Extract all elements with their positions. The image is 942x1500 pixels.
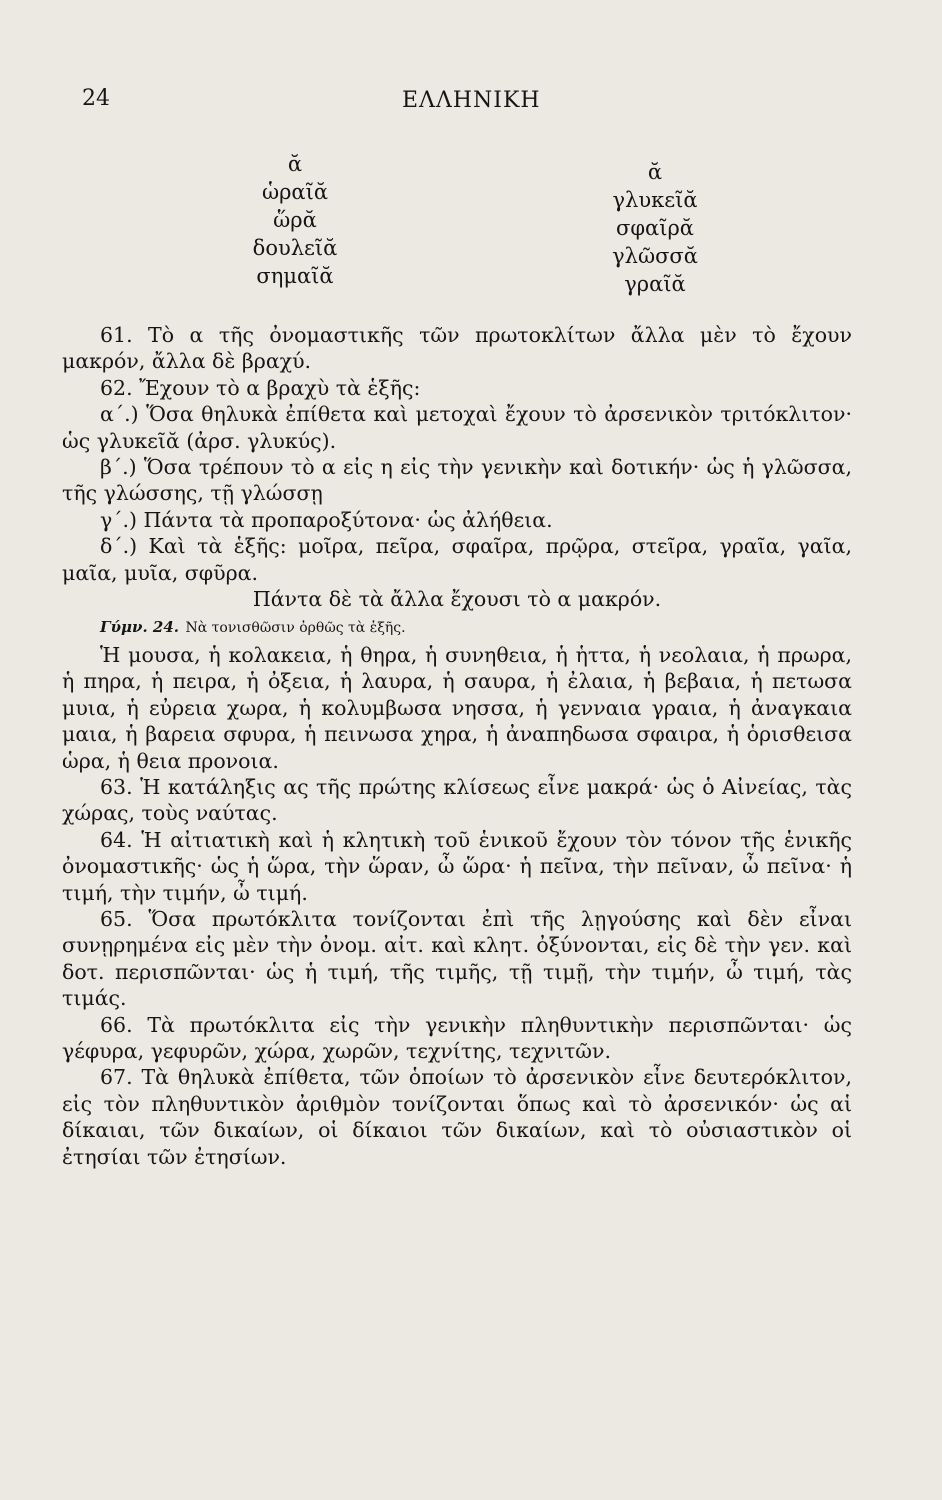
exercise-heading <box>62 612 852 641</box>
example-word: ὥρᾰ <box>273 208 317 232</box>
page-number: 24 <box>82 86 110 111</box>
rule-b: β΄.) Ὅσα τρέπουν τὸ α εἰς η εἰς τὴν γενικὴν καὶ δοτικήν· ὡς ἡ γλῶσσα, τῆς γλώσσης, τῇ γλώσσῃ <box>62 455 852 506</box>
example-column-left <box>240 150 350 290</box>
example-word: γλῶσσᾰ <box>612 244 698 268</box>
paragraph-63: 63. Ἡ κατάληξις ας τῆς πρώτης κλίσεως εἶνε μακρά· ὡς ὁ Αἰνείας, τὰς χώρας, τοὺς ναύτας. <box>62 774 852 826</box>
paragraph-67: 67. Τὰ θηλυκὰ ἐπίθετα, τῶν ὁποίων τὸ ἀρσενικὸν εἶνε δευτερόκλιτον, εἰς τὸν πληθυντικὸν ἀριθμὸν τονίζονται ὅπως καὶ τὸ ἀρσενικόν· ὡς αἱ δίκαιαι, τῶν δικαίων, οἱ δίκαιοι τῶν δικαίων, καὶ τὸ οὐσιαστικὸν οἱ ἐτησίαι τῶν ἐτησίων. <box>62 1065 852 1169</box>
paragraph-66: 66. Τὰ πρωτόκλιτα εἰς τὴν γενικὴν πληθυντικὴν περισπῶνται· ὡς γέφυρα, γεφυρῶν, χώρα, χωρῶν, τεχνίτης, τεχνιτῶν. <box>62 1012 852 1063</box>
example-word: ᾰ <box>287 152 303 176</box>
running-title: ΕΛΛΗΝΙΚΗ <box>402 88 541 113</box>
example-word: ᾰ <box>647 160 663 184</box>
example-word: ὡραῖᾰ <box>261 180 329 204</box>
rule-c: γ΄.) Πάντα τὰ προπαροξύτονα· ὡς ἀλήθεια. <box>100 507 553 532</box>
body-text <box>62 322 852 1170</box>
page-header <box>82 86 862 126</box>
rule-summary: Πάντα δὲ τὰ ἄλλα ἔχουσι τὸ α μακρόν. <box>252 587 662 612</box>
exercise-instruction: Νὰ τονισθῶσιν ὀρθῶς τὰ ἑξῆς. <box>185 620 406 637</box>
example-word: δουλεῖᾰ <box>252 236 338 260</box>
example-word: γλυκεῖᾰ <box>612 188 698 212</box>
paragraph-62: 62. Ἔχουν τὸ α βραχὺ τὰ ἑξῆς: <box>100 375 421 400</box>
example-column-right <box>590 158 720 298</box>
exercise-text: Ἡ μουσα, ἡ κολακεια, ἡ θηρα, ἡ συνηθεια, ἡ ἡττα, ἡ νεολαια, ἡ πρωρα, ἡ πηρα, ἡ πειρα, ἡ ὀξεια, ἡ λαυρα, ἡ σαυρα, ἡ ἐλαια, ἡ βεβαια, ἡ πετωσα μυια, ἡ εὐρεια χωρα, ἡ κολυμβωσα νησσα, ἡ γενναια γραια, ἡ ἀναγκαια μαια, ἡ βαρεια σφυρα, ἡ πεινωσα χηρα, ἡ ἀναπηδωσα σφαιρα, ἡ ὁρισθεισα ὡρα, ἡ θεια προνοια. <box>62 642 852 773</box>
paragraph-61: 61. Τὸ α τῆς ὀνομαστικῆς τῶν πρωτοκλίτων ἄλλα μὲν τὸ ἔχουν μακρόν, ἄλλα δὲ βραχύ. <box>62 323 852 374</box>
rule-d: δ΄.) Καὶ τὰ ἑξῆς: μοῖρα, πεῖρα, σφαῖρα, πρῷρα, στεῖρα, γραῖα, γαῖα, μαῖα, μυῖα, σφῦρα. <box>62 534 852 585</box>
paragraph-64: 64. Ἡ αἰτιατικὴ καὶ ἡ κλητικὴ τοῦ ἑνικοῦ ἔχουν τὸν τόνον τῆς ἑνικῆς ὀνομαστικῆς· ὡς ἡ ὥρα, τὴν ὥραν, ὦ ὥρα· ἡ πεῖνα, τὴν πεῖναν, ὦ πεῖνα· ἡ τιμή, τὴν τιμήν, ὦ τιμή. <box>62 827 852 905</box>
example-word: σφαῖρᾰ <box>616 216 694 240</box>
exercise-label: Γύμν. 24. <box>100 618 179 637</box>
paragraph-65: 65. Ὅσα πρωτόκλιτα τονίζονται ἐπὶ τῆς λῃγούσης καὶ δὲν εἶναι συνῃρημένα εἰς μὲν τὴν ὀνομ. αἰτ. καὶ κλητ. ὀξύνονται, εἰς δὲ τὴν γεν. καὶ δοτ. περισπῶνται· ὡς ἡ τιμή, τῆς τιμῆς, τῇ τιμῇ, τὴν τιμήν, ὦ τιμή, τὰς τιμάς. <box>62 906 852 1011</box>
example-word: σημαῖᾰ <box>256 264 334 288</box>
rule-a: α΄.) Ὅσα θηλυκὰ ἐπίθετα καὶ μετοχαὶ ἔχουν τὸ ἀρσενικὸν τριτόκλιτον· ὡς γλυκεῖᾰ (ἀρσ. γλυκύς). <box>62 402 852 453</box>
example-word: γραῖᾰ <box>624 272 686 296</box>
